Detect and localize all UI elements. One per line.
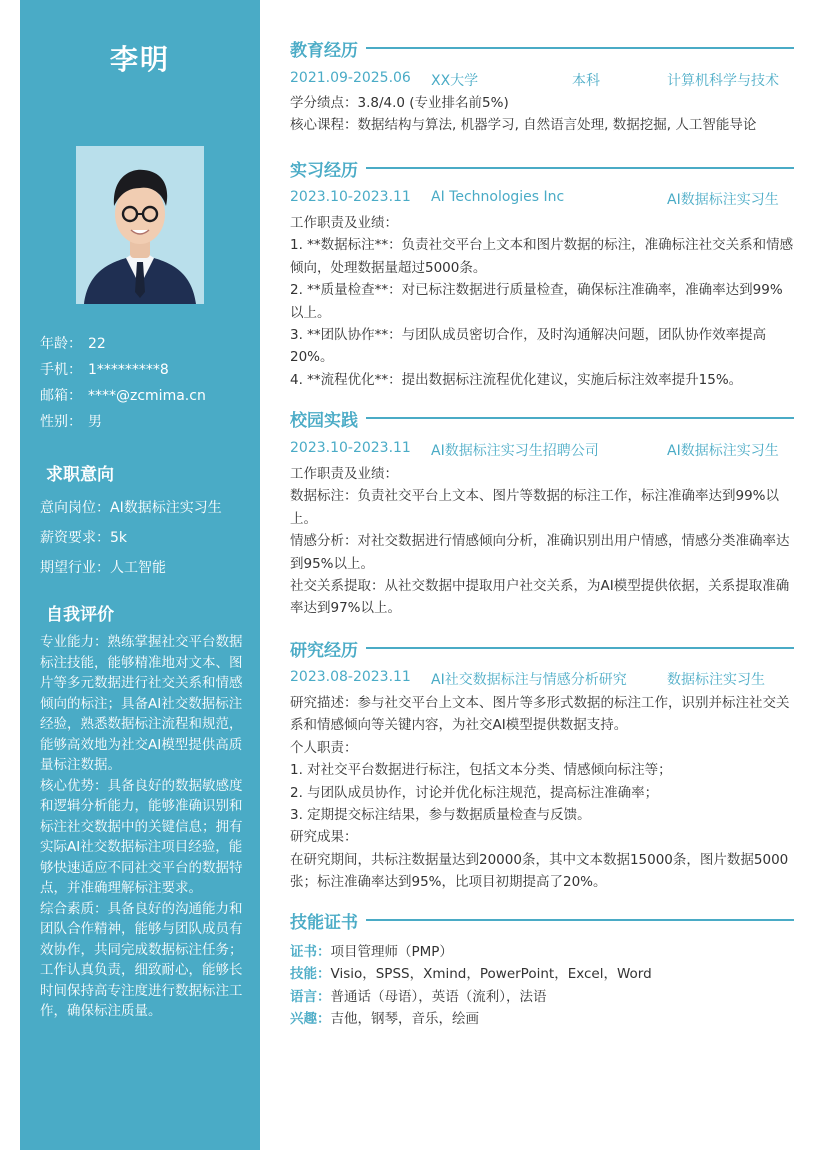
internship-org: AI Technologies Inc <box>431 189 565 205</box>
skill-key: 兴趣： <box>290 1011 331 1028</box>
internship-date: 2023.10-2023.11 <box>290 189 411 205</box>
intent-item-industry: 期望行业：人工智能 <box>40 560 166 576</box>
skill-value: Visio，SPSS，Xmind，PowerPoint，Excel，Word <box>330 966 652 983</box>
self-eval-heading: 自我评价 <box>46 605 114 625</box>
intent-heading: 求职意向 <box>46 465 114 485</box>
section-heading: 研究经历 <box>290 640 358 661</box>
research-details <box>290 692 794 894</box>
section-divider <box>366 417 794 419</box>
sidebar <box>20 0 260 1150</box>
education-line: 核心课程：数据结构与算法, 机器学习, 自然语言处理, 数据挖掘, 人工智能导论 <box>290 117 757 134</box>
skill-row-skills <box>290 963 794 985</box>
personal-info <box>40 334 250 438</box>
info-row-email <box>40 386 250 412</box>
research-line: 研究成果： <box>290 829 358 846</box>
education-major: 计算机科学与技术 <box>667 73 779 89</box>
internship-line: 4. **流程优化**：提出数据标注流程优化建议，实施后标注效率提升15%。 <box>290 371 743 388</box>
research-subheader <box>290 669 794 689</box>
section-education-title <box>290 36 794 60</box>
campus-line: 情感分析：对社交数据进行情感倾向分析，准确识别出用户情感，情感分类准确率达到95%以上。 <box>290 533 790 572</box>
research-line: 1. 对社交平台数据进行标注，包括文本分类、情感倾向标注等； <box>290 762 672 779</box>
self-eval-paragraph: 专业能力：熟练掌握社交平台数据标注技能，能够精准地对文本、图片等多元数据进行社交关系和情感倾向的标注；具备AI社交数据标注经验，熟悉数据标注流程和规范，能够高效地为社交AI模型提供高质量标注数据。 <box>40 634 243 773</box>
section-heading: 技能证书 <box>290 912 358 933</box>
campus-details <box>290 463 794 620</box>
info-row-gender <box>40 412 250 438</box>
info-value: 22 <box>88 336 106 352</box>
education-school: XX大学 <box>431 73 479 89</box>
info-value: 1*********8 <box>88 362 169 378</box>
research-line: 个人职责： <box>290 739 358 756</box>
education-details <box>290 92 794 137</box>
skill-row-certificate <box>290 941 794 963</box>
info-row-phone <box>40 360 250 386</box>
campus-org: AI数据标注实习生招聘公司 <box>431 443 599 459</box>
internship-details <box>290 212 794 391</box>
portrait-illustration <box>76 146 204 304</box>
internship-role: AI数据标注实习生 <box>667 192 779 208</box>
skill-row-language <box>290 986 794 1008</box>
campus-subheader <box>290 440 794 460</box>
info-value: ****@zcmima.cn <box>88 388 206 404</box>
self-eval-text <box>40 632 245 1022</box>
intent-item-position: 意向岗位：AI数据标注实习生 <box>40 500 222 516</box>
intent-item-salary: 薪资要求：5k <box>40 530 128 546</box>
campus-role: AI数据标注实习生 <box>667 443 779 459</box>
info-label: 手机： <box>40 362 82 378</box>
skill-key: 语言： <box>290 988 331 1005</box>
section-internship-title <box>290 156 794 180</box>
info-value: 男 <box>88 414 102 430</box>
info-label: 年龄： <box>40 336 82 352</box>
research-role: 数据标注实习生 <box>667 672 765 688</box>
campus-line: 社交关系提取：从社交数据中提取用户社交关系，为AI模型提供依据，关系提取准确率达到97%以上。 <box>290 578 790 617</box>
info-label: 邮箱： <box>40 388 82 404</box>
research-line: 2. 与团队成员协作，讨论并优化标注规范，提高标注准确率； <box>290 784 659 801</box>
self-eval-paragraph: 综合素质：具备良好的沟通能力和团队合作精神，能够与团队成员有效协作，共同完成数据标注任务；工作认真负责，细致耐心，能够长时间保持高专注度进行数据标注工作，确保标注质量。 <box>40 900 243 1019</box>
info-row-age <box>40 334 250 360</box>
skills-list <box>290 941 794 1031</box>
research-date: 2023.08-2023.11 <box>290 669 411 685</box>
internship-line: 3. **团队协作**：与团队成员密切合作，及时沟通解决问题，团队协作效率提高20%。 <box>290 327 767 366</box>
section-skills-title <box>290 908 794 932</box>
internship-subheader <box>290 189 794 209</box>
section-research-title <box>290 636 794 660</box>
skill-row-interests <box>290 1008 794 1030</box>
research-org: AI社交数据标注与情感分析研究 <box>431 672 627 688</box>
internship-line: 1. **数据标注**：负责社交平台上文本和图片数据的标注，准确标注社交关系和情感倾向，处理数据量超过5000条。 <box>290 237 794 276</box>
intent-list <box>40 498 250 588</box>
research-line: 研究描述：参与社交平台上文本、图片等多形式数据的标注工作，识别并标注社交关系和情感倾向等关键内容，为社交AI模型提供数据支持。 <box>290 695 790 734</box>
education-subheader <box>290 70 794 90</box>
skill-key: 技能： <box>290 966 331 983</box>
section-divider <box>366 47 794 49</box>
skill-value: 项目管理师（PMP） <box>330 944 453 960</box>
skill-value: 吉他，钢琴，音乐，绘画 <box>330 1011 479 1028</box>
skill-value: 普通话（母语），英语（流利），法语 <box>330 988 547 1005</box>
info-label: 性别： <box>40 414 82 430</box>
campus-line: 数据标注：负责社交平台上文本、图片等数据的标注工作，标注准确率达到99%以上。 <box>290 488 780 527</box>
section-heading: 校园实践 <box>290 410 358 431</box>
internship-line: 工作职责及业绩： <box>290 215 398 231</box>
education-date: 2021.09-2025.06 <box>290 70 411 86</box>
section-divider <box>366 167 794 169</box>
candidate-name: 李明 <box>109 43 170 76</box>
section-divider <box>366 647 794 649</box>
section-heading: 实习经历 <box>290 160 358 181</box>
section-heading: 教育经历 <box>290 40 358 61</box>
education-line: 学分绩点：3.8/4.0 (专业排名前5%) <box>290 95 509 111</box>
research-line: 在研究期间，共标注数据量达到20000条，其中文本数据15000条，图片数据5000张；标注准确率达到95%，比项目初期提高了20%。 <box>290 851 789 891</box>
internship-line: 2. **质量检查**：对已标注数据进行质量检查，确保标注准确率，准确率达到99%以上。 <box>290 282 783 321</box>
education-degree: 本科 <box>572 73 600 89</box>
campus-line: 工作职责及业绩： <box>290 466 398 482</box>
skill-key: 证书： <box>290 944 331 960</box>
profile-photo <box>76 146 204 304</box>
research-line: 3. 定期提交标注结果，参与数据质量检查与反馈。 <box>290 807 591 824</box>
campus-date: 2023.10-2023.11 <box>290 440 411 456</box>
self-eval-paragraph: 核心优势：具备良好的数据敏感度和逻辑分析能力，能够准确识别和标注社交数据中的关键信息；拥有实际AI社交数据标注项目经验，能够快速适应不同社交平台的数据特点，并准确理解标注要求。 <box>40 777 243 896</box>
section-divider <box>366 919 794 921</box>
section-campus-title <box>290 406 794 430</box>
